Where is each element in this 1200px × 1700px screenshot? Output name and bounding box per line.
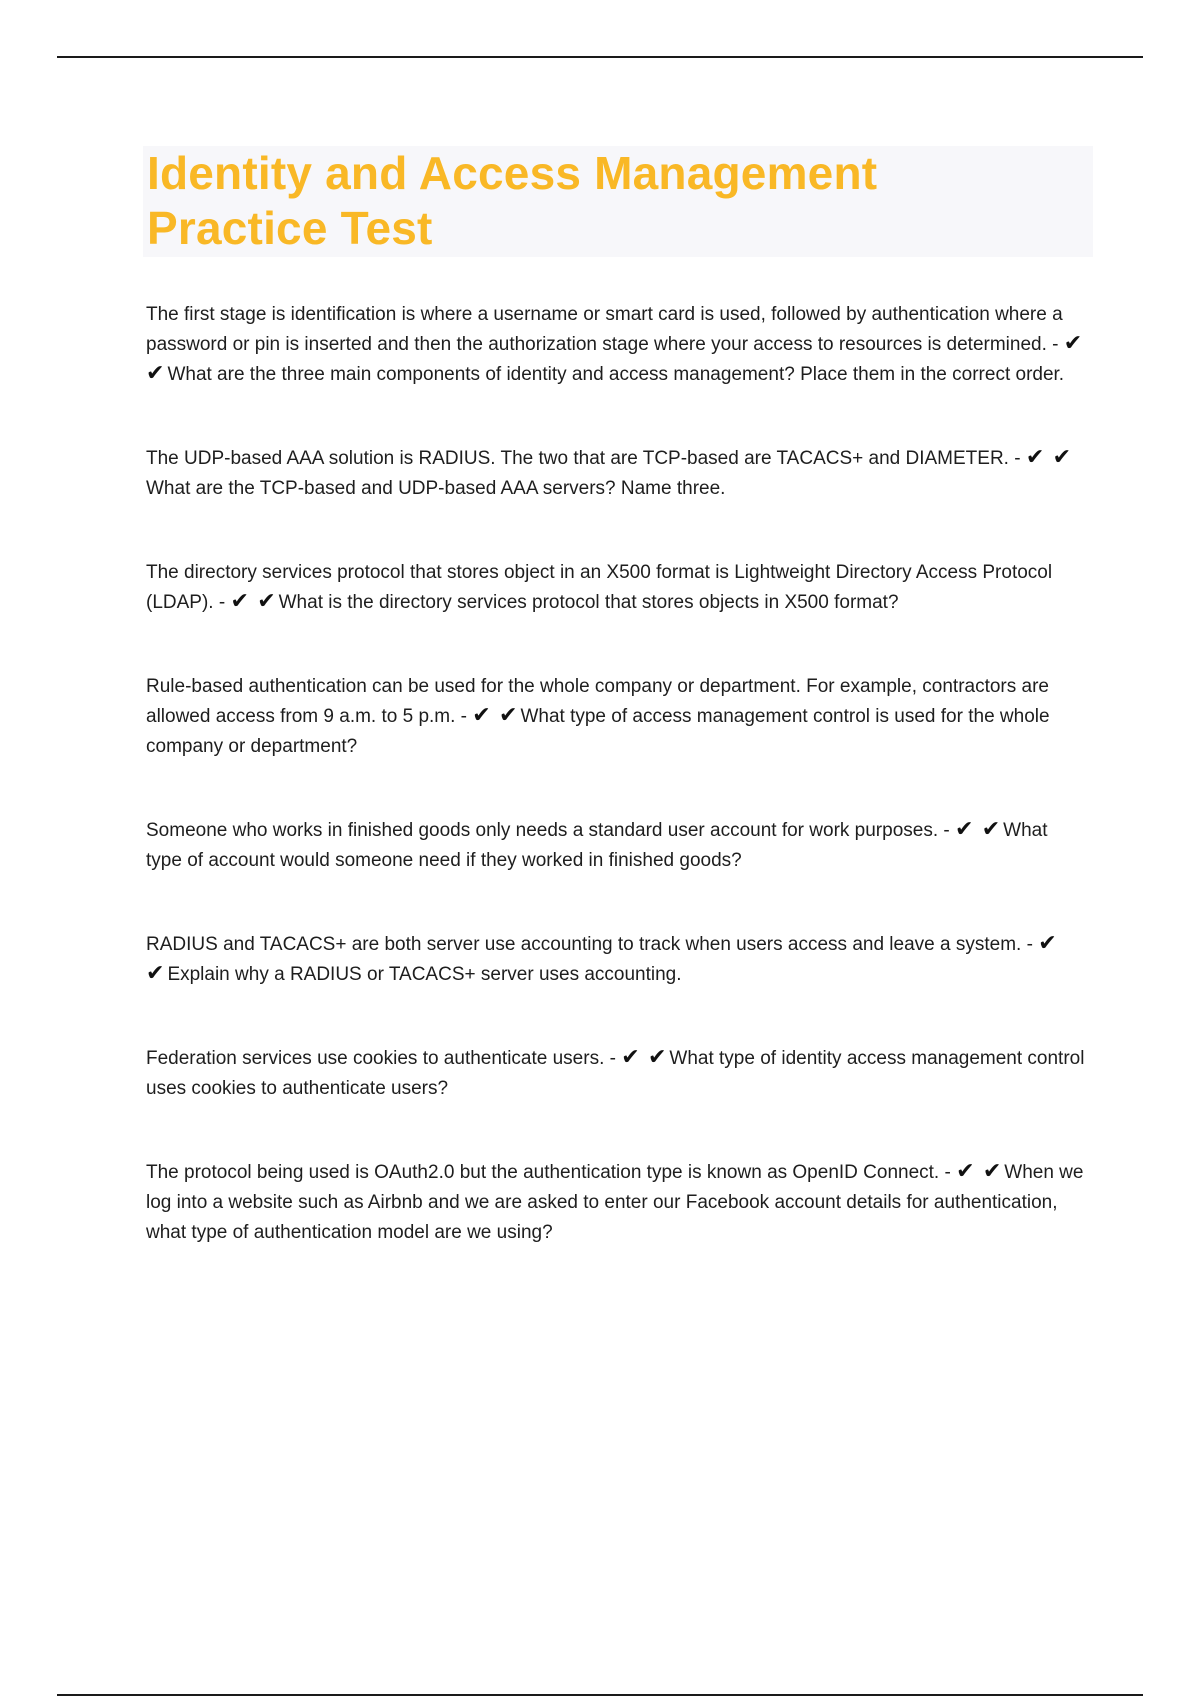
- check-icon: ✔: [981, 817, 1001, 842]
- qa-item: [146, 444, 1086, 504]
- check-icon: ✔: [982, 1159, 1002, 1184]
- check-icon: ✔: [146, 961, 165, 986]
- bottom-rule: [57, 1694, 1143, 1696]
- qa-question: What type of access management control is used for the whole company or department?: [146, 706, 1050, 757]
- qa-answer: The UDP-based AAA solution is RADIUS. The two that are TCP-based are TACACS+ and DIAMETER. -: [146, 448, 1021, 469]
- check-icon: ✔: [1063, 331, 1083, 356]
- check-icon: ✔: [1025, 445, 1045, 470]
- check-icon: ✔: [230, 589, 249, 614]
- check-icon: ✔: [472, 703, 491, 728]
- check-icon: ✔: [146, 361, 165, 386]
- check-icon: ✔: [621, 1045, 640, 1070]
- qa-item: [146, 672, 1086, 762]
- check-icon: ✔: [956, 1159, 975, 1184]
- qa-item: [146, 930, 1086, 990]
- qa-answer: RADIUS and TACACS+ are both server use accounting to track when users access and leave a system. -: [146, 934, 1033, 955]
- qa-answer: The directory services protocol that stores object in an X500 format is Lightweight Directory Access Protocol (LDAP). -: [146, 562, 1053, 613]
- qa-list: [146, 300, 1086, 1248]
- check-icon: ✔: [499, 703, 518, 728]
- qa-item: [146, 1044, 1086, 1104]
- qa-item: [146, 1158, 1086, 1248]
- qa-question: What are the TCP-based and UDP-based AAA servers? Name three.: [146, 478, 726, 499]
- check-icon: ✔: [647, 1045, 667, 1070]
- qa-item: [146, 558, 1086, 618]
- qa-question: What is the directory services protocol that stores objects in X500 format?: [278, 592, 899, 613]
- check-icon: ✔: [257, 589, 276, 614]
- qa-question: What are the three main components of identity and access management? Place them in the correct order.: [167, 364, 1065, 385]
- qa-question: When we log into a website such as Airbnb and we are asked to enter our Facebook account details for authentication, what type of authentication model are we using?: [146, 1162, 1084, 1243]
- check-icon: ✔: [955, 817, 974, 842]
- qa-question: What type of account would someone need if they worked in finished goods?: [146, 820, 1048, 871]
- check-icon: ✔: [1052, 445, 1071, 470]
- qa-question: What type of identity access management control uses cookies to authenticate users?: [146, 1048, 1085, 1099]
- top-rule: [57, 56, 1143, 58]
- page-title-line-1: Identity and Access Management: [147, 147, 878, 199]
- check-icon: ✔: [1038, 931, 1057, 956]
- qa-item: [146, 300, 1086, 390]
- qa-answer: The protocol being used is OAuth2.0 but the authentication type is known as OpenID Connect. -: [146, 1162, 951, 1183]
- qa-answer: The first stage is identification is where a username or smart card is used, followed by authentication where a password or pin is inserted and then the authorization stage where your access to resources is determined. -: [146, 304, 1063, 355]
- qa-answer: Someone who works in finished goods only needs a standard user account for work purposes. -: [146, 820, 950, 841]
- page-title-line-2: Practice Test: [147, 202, 433, 254]
- title-banner: [143, 146, 1093, 257]
- qa-answer: Rule-based authentication can be used for the whole company or department. For example, contractors are allowed access from 9 a.m. to 5 p.m. -: [146, 676, 1050, 727]
- qa-item: [146, 816, 1086, 876]
- qa-question: Explain why a RADIUS or TACACS+ server uses accounting.: [167, 964, 682, 985]
- qa-answer: Federation services use cookies to authenticate users. -: [146, 1048, 616, 1069]
- page-title: [147, 146, 1089, 256]
